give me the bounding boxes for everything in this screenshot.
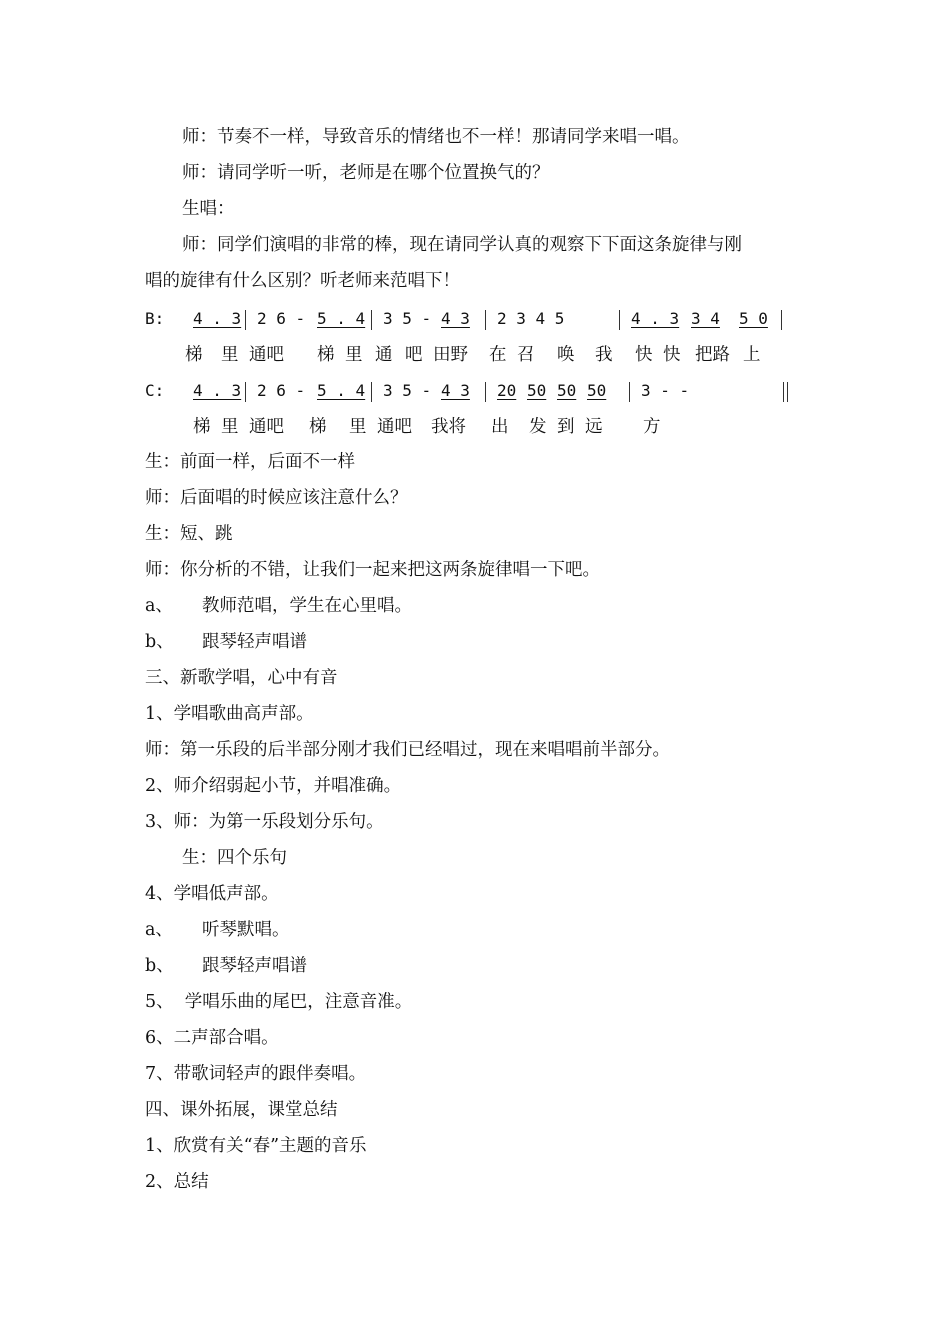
- lyric: 快: [663, 345, 681, 365]
- list-item-b: [145, 630, 545, 654]
- lyric: 里: [221, 417, 239, 437]
- melody-b-measure-5b: 3 4: [691, 309, 720, 328]
- list-item-b: [145, 954, 545, 978]
- step-line: 7、带歌词轻声的跟伴奏唱。: [145, 1064, 367, 1084]
- melody-c-measure-3a: 3 5 -: [383, 381, 432, 400]
- list-marker: b、: [145, 956, 174, 976]
- barline: [371, 310, 372, 330]
- dialogue-line: 师：你分析的不错，让我们一起来把这两条旋律唱一下吧。: [145, 560, 600, 580]
- step-line: 2、师介绍弱起小节，并唱准确。: [145, 776, 402, 796]
- melody-b-measure-2a: 2 6 -: [257, 309, 306, 328]
- paragraph-rhythm: 师：节奏不一样，导致音乐的情绪也不一样！那请同学来唱一唱。: [182, 127, 690, 147]
- melody-c-measure-4c: 50: [557, 381, 577, 400]
- final-barline: [783, 382, 788, 402]
- barline: [485, 310, 486, 330]
- lyric: 召: [517, 345, 535, 365]
- step-line: 5、 学唱乐曲的尾巴，注意音准。: [145, 992, 413, 1012]
- lyric: 通: [375, 345, 393, 365]
- melody-b-measure-1: 4 . 3: [193, 309, 242, 328]
- step-line: 1、欣赏有关“春”主题的音乐: [145, 1136, 367, 1156]
- melody-b-measure-5c: 5 0: [739, 309, 768, 328]
- list-item-a: [145, 594, 545, 618]
- barline: [245, 382, 246, 402]
- melody-c-measure-4a: 20: [497, 381, 517, 400]
- melody-b-measure-2b: 5 . 4: [317, 309, 366, 328]
- paragraph-observe-line2: 唱的旋律有什么区别？听老师来范唱下！: [145, 271, 460, 291]
- barline: [619, 310, 620, 330]
- list-marker: a、: [145, 920, 173, 940]
- lyric: 梯: [317, 345, 335, 365]
- melody-c-measure-4b: 50: [527, 381, 547, 400]
- melody-c-measure-4d: 50: [587, 381, 607, 400]
- melody-b-label: B:: [145, 309, 165, 328]
- section-heading: 三、新歌学唱，心中有音: [145, 668, 338, 688]
- lyric: 把路: [695, 345, 730, 365]
- melody-b-measure-3b: 4 3: [441, 309, 470, 328]
- lyric: 上: [743, 345, 761, 365]
- barline: [245, 310, 246, 330]
- melody-b-measure-4: 2 3 4 5: [497, 309, 565, 328]
- lyric: 通吧: [377, 417, 412, 437]
- dialogue-line: 生：前面一样，后面不一样: [145, 452, 355, 472]
- melody-b-notation: [145, 306, 805, 332]
- melody-c-notation: [145, 378, 805, 404]
- list-item-text: 跟琴轻声唱谱: [202, 632, 307, 652]
- melody-c-measure-2b: 5 . 4: [317, 381, 366, 400]
- dialogue-line: 生：短、跳: [145, 524, 233, 544]
- lyric: 远: [585, 417, 603, 437]
- melody-c-measure-1: 4 . 3: [193, 381, 242, 400]
- lyric: 通吧: [249, 345, 284, 365]
- list-item-a: [145, 918, 545, 942]
- paragraph-student-sing: 生唱：: [182, 199, 235, 219]
- step-line: 3、师：为第一乐段划分乐句。: [145, 812, 384, 832]
- melody-c-lyrics: [145, 414, 785, 440]
- list-marker: b、: [145, 632, 174, 652]
- lyric: 我将: [431, 417, 466, 437]
- melody-c-measure-5: 3 - -: [641, 381, 690, 400]
- lyric: 到: [557, 417, 575, 437]
- lyric: 在: [489, 345, 507, 365]
- barline: [629, 382, 630, 402]
- melody-b-measure-5a: 4 . 3: [631, 309, 680, 328]
- lyric: 通吧: [249, 417, 284, 437]
- list-marker: a、: [145, 596, 173, 616]
- melody-c-measure-2a: 2 6 -: [257, 381, 306, 400]
- lyric: 梯: [185, 345, 203, 365]
- barline: [485, 382, 486, 402]
- step-line: 师：第一乐段的后半部分刚才我们已经唱过，现在来唱唱前半部分。: [145, 740, 670, 760]
- lyric: 吧: [405, 345, 423, 365]
- lyric: 发: [529, 417, 547, 437]
- step-line: 1、学唱歌曲高声部。: [145, 704, 314, 724]
- list-item-text: 听琴默唱。: [202, 920, 290, 940]
- lyric: 出: [491, 417, 509, 437]
- lyric: 方: [643, 417, 661, 437]
- melody-b-lyrics: [145, 342, 785, 368]
- lyric: 梯: [193, 417, 211, 437]
- lyric: 快: [635, 345, 653, 365]
- step-line: 4、学唱低声部。: [145, 884, 279, 904]
- paragraph-breath: 师：请同学听一听，老师是在哪个位置换气的？: [182, 163, 550, 183]
- lyric: 梯: [309, 417, 327, 437]
- lyric: 里: [345, 345, 363, 365]
- step-line: 2、总结: [145, 1172, 209, 1192]
- barline: [371, 382, 372, 402]
- section-heading: 四、课外拓展，课堂总结: [145, 1100, 338, 1120]
- lyric: 唤: [557, 345, 575, 365]
- step-line: 6、二声部合唱。: [145, 1028, 279, 1048]
- melody-c-label: C:: [145, 381, 165, 400]
- list-item-text: 教师范唱，学生在心里唱。: [202, 596, 412, 616]
- melody-c-measure-3b: 4 3: [441, 381, 470, 400]
- melody-b-measure-3a: 3 5 -: [383, 309, 432, 328]
- barline: [781, 310, 782, 330]
- dialogue-line: 师：后面唱的时候应该注意什么？: [145, 488, 408, 508]
- list-item-text: 跟琴轻声唱谱: [202, 956, 307, 976]
- lyric: 里: [221, 345, 239, 365]
- lyric: 田野: [433, 345, 468, 365]
- lyric: 里: [349, 417, 367, 437]
- paragraph-observe-line1: 师：同学们演唱的非常的棒，现在请同学认真的观察下下面这条旋律与刚: [182, 235, 742, 255]
- step-line: 生：四个乐句: [182, 848, 287, 868]
- lyric: 我: [595, 345, 613, 365]
